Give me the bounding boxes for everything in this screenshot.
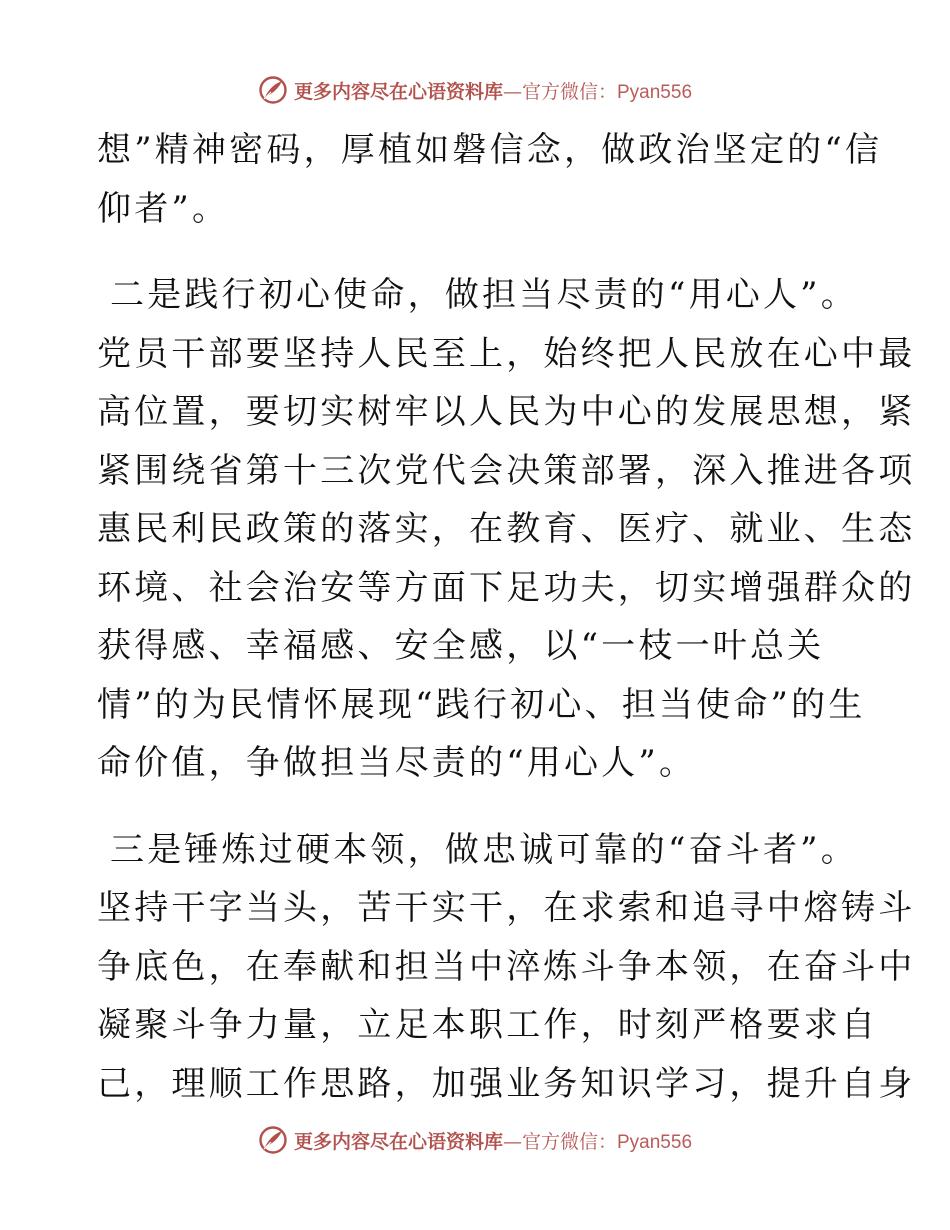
quill-logo-icon (258, 75, 288, 105)
watermark-brand: 更多内容尽在心语资料库 (293, 80, 503, 103)
paragraph-heading: 二是践行初心使命，做担当尽责的“用心人”。 (110, 275, 858, 315)
text-line: 仰者”。 (97, 188, 230, 229)
quill-logo-icon (258, 1125, 288, 1155)
watermark-label: —官方微信： (502, 80, 617, 103)
text-line: 环境、社会治安等方面下足功夫，切实增强群众的 (97, 567, 916, 608)
text-line: 惠民利民政策的落实，在教育、医疗、就业、生态 (97, 509, 916, 549)
text-line: 争底色，在奉献和担当中淬炼斗争本领，在奋斗中 (97, 946, 916, 987)
watermark-brand: 更多内容尽在心语资料库 (293, 1130, 503, 1153)
text-line: 凝聚斗争力量，立足本职工作，时刻严格要求自 (97, 1005, 879, 1045)
text-line: 紧围绕省第十三次党代会决策部署，深入推进各项 (97, 450, 916, 491)
document-body (97, 121, 916, 1113)
paragraph (97, 121, 883, 238)
text-line: 坚持干字当头，苦干实干，在求索和追寻中熔铸斗 (97, 888, 916, 928)
paragraph (97, 821, 916, 1114)
text-line: 己，理顺工作思路，加强业务知识学习，提升自身 (97, 1063, 916, 1104)
paragraph-gap (97, 238, 857, 266)
text-line: 高位置，要切实树牢以人民为中心的发展思想，紧 (97, 392, 916, 432)
watermark-text (294, 1127, 692, 1154)
text-line: 命价值，争做担当尽责的“用心人”。 (97, 743, 697, 783)
text-line: 党员干部要坚持人民至上，始终把人民放在心中最 (97, 333, 916, 374)
text-line: 情”的为民情怀展现“践行初心、担当使命”的生 (97, 684, 866, 725)
paragraph-gap (97, 793, 857, 821)
footer-watermark (0, 1122, 950, 1158)
paragraph-heading: 三是锤炼过硬本领，做忠诚可靠的“奋斗者”。 (110, 829, 858, 870)
text-line: 获得感、幸福感、安全感，以“一枝一叶总关 (97, 626, 825, 666)
watermark-text (294, 77, 692, 104)
paragraph (97, 266, 916, 793)
header-watermark (0, 72, 950, 108)
watermark-wechat-id: Pyan556 (617, 1131, 693, 1153)
text-line: 想”精神密码，厚植如磐信念，做政治坚定的“信 (97, 130, 883, 170)
watermark-label: —官方微信： (502, 1130, 617, 1153)
watermark-wechat-id: Pyan556 (617, 81, 693, 103)
